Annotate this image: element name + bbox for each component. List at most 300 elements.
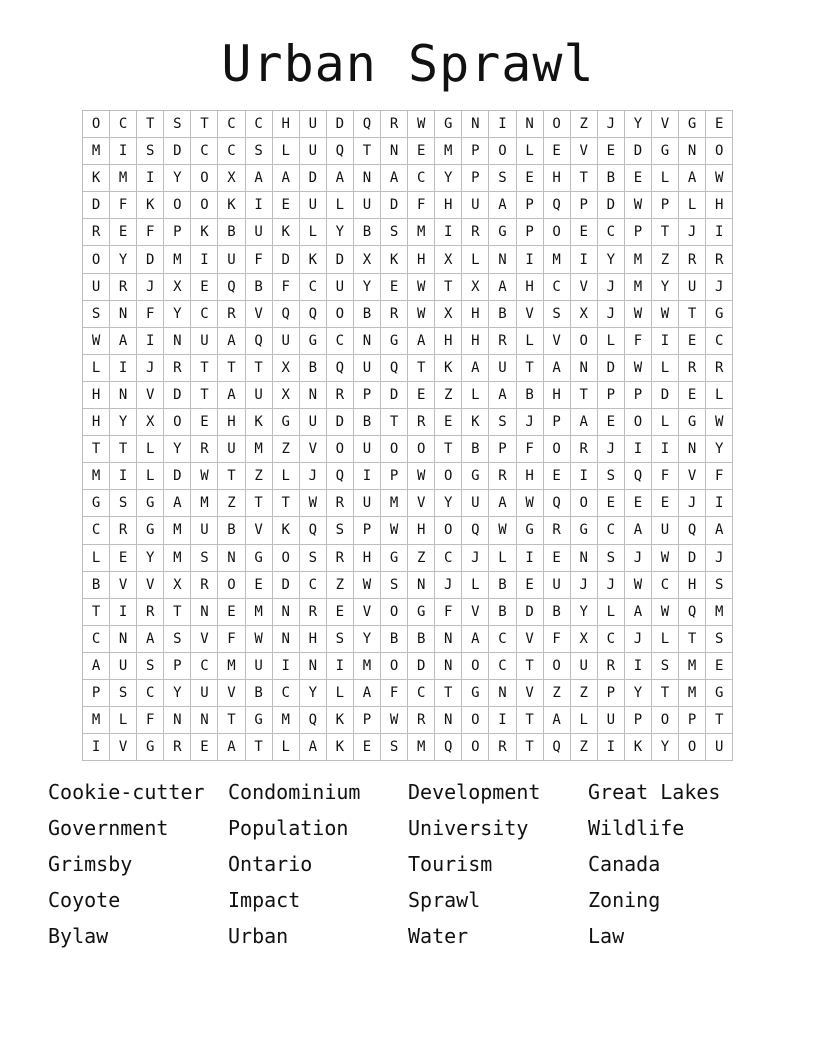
grid-cell: N [353,327,380,354]
grid-cell: L [272,138,299,165]
grid-cell: K [272,517,299,544]
grid-row [83,707,733,734]
grid-cell: T [191,354,218,381]
grid-cell: B [83,571,110,598]
grid-cell: C [489,652,516,679]
word-list-item: Zoning [588,888,661,912]
grid-cell: D [326,246,353,273]
grid-cell: I [651,436,678,463]
grid-cell: A [489,192,516,219]
grid-cell: Y [164,679,191,706]
grid-cell: L [597,327,624,354]
word-list-item: Grimsby [48,852,133,876]
grid-cell: B [489,571,516,598]
grid-cell: N [164,327,191,354]
grid-cell: T [245,734,272,761]
grid-cell: R [679,354,706,381]
grid-cell: E [706,652,733,679]
grid-cell: J [597,111,624,138]
grid-row [83,598,733,625]
grid-cell: E [570,219,597,246]
grid-cell: A [462,354,489,381]
grid-cell: P [462,138,489,165]
grid-cell: E [326,598,353,625]
grid-cell: V [570,138,597,165]
grid-cell: V [218,679,245,706]
grid-cell: L [651,165,678,192]
grid-cell: S [191,544,218,571]
grid-row [83,436,733,463]
grid-cell: D [381,381,408,408]
grid-cell: X [570,300,597,327]
grid-cell: S [110,679,137,706]
grid-cell: W [624,192,651,219]
grid-cell: D [624,138,651,165]
grid-cell: O [164,192,191,219]
grid-row [83,327,733,354]
grid-cell: F [435,598,462,625]
grid-cell: J [570,571,597,598]
grid-cell: X [462,273,489,300]
grid-cell: S [110,490,137,517]
grid-cell: A [218,381,245,408]
grid-row [83,625,733,652]
grid-cell: U [706,734,733,761]
grid-cell: P [83,679,110,706]
grid-cell: P [462,165,489,192]
grid-cell: M [543,246,570,273]
grid-cell: G [137,490,164,517]
grid-cell: I [570,246,597,273]
grid-cell: O [83,246,110,273]
grid-cell: G [679,111,706,138]
grid-cell: R [191,571,218,598]
grid-cell: M [191,490,218,517]
grid-cell: M [245,436,272,463]
grid-cell: W [706,409,733,436]
grid-cell: F [137,219,164,246]
grid-cell: G [651,138,678,165]
grid-cell: X [435,246,462,273]
grid-cell: Q [543,490,570,517]
grid-cell: J [462,544,489,571]
grid-cell: Y [164,165,191,192]
grid-cell: W [706,165,733,192]
grid-cell: M [164,544,191,571]
grid-cell: J [597,571,624,598]
grid-cell: D [137,246,164,273]
grid-cell: N [299,652,326,679]
grid-cell: I [597,734,624,761]
grid-cell: U [110,652,137,679]
grid-cell: A [272,165,299,192]
grid-cell: H [543,381,570,408]
grid-cell: Q [543,734,570,761]
grid-cell: U [489,354,516,381]
grid-cell: T [164,598,191,625]
grid-cell: E [624,490,651,517]
grid-cell: R [164,734,191,761]
grid-cell: T [651,679,678,706]
grid-cell: P [624,219,651,246]
grid-cell: M [83,138,110,165]
grid-cell: R [543,517,570,544]
grid-cell: F [624,327,651,354]
grid-cell: L [137,463,164,490]
grid-cell: H [408,246,435,273]
grid-cell: K [83,165,110,192]
grid-cell: I [489,707,516,734]
grid-cell: E [408,138,435,165]
grid-cell: R [218,300,245,327]
grid-cell: R [489,327,516,354]
grid-cell: C [218,111,245,138]
grid-cell: E [597,409,624,436]
grid-cell: M [83,463,110,490]
grid-cell: J [624,625,651,652]
grid-cell: T [218,463,245,490]
grid-cell: L [597,598,624,625]
grid-cell: E [381,273,408,300]
grid-cell: W [624,300,651,327]
grid-cell: W [381,517,408,544]
grid-cell: R [489,463,516,490]
grid-cell: F [706,463,733,490]
grid-cell: M [706,598,733,625]
grid-cell: E [679,327,706,354]
grid-cell: N [462,111,489,138]
grid-cell: I [435,219,462,246]
grid-cell: N [110,300,137,327]
grid-cell: R [570,436,597,463]
grid-cell: V [543,327,570,354]
grid-cell: Y [110,409,137,436]
grid-cell: W [299,490,326,517]
grid-cell: O [570,490,597,517]
grid-cell: O [462,707,489,734]
grid-cell: K [462,409,489,436]
grid-cell: T [679,625,706,652]
grid-cell: A [381,165,408,192]
grid-cell: Q [299,517,326,544]
grid-cell: S [137,652,164,679]
grid-cell: Z [272,436,299,463]
grid-cell: U [218,436,245,463]
word-list-item: Population [228,816,349,840]
grid-cell: V [191,625,218,652]
grid-cell: A [624,517,651,544]
grid-cell: C [543,273,570,300]
grid-cell: A [164,490,191,517]
grid-cell: K [272,219,299,246]
grid-cell: W [191,463,218,490]
grid-cell: V [110,571,137,598]
word-list-item: Water [408,924,469,948]
grid-cell: U [191,517,218,544]
grid-cell: Y [624,679,651,706]
grid-cell: X [164,273,191,300]
grid-cell: L [651,354,678,381]
grid-cell: J [679,490,706,517]
grid-cell: F [381,679,408,706]
grid-cell: I [624,436,651,463]
grid-cell: V [651,111,678,138]
grid-cell: G [299,327,326,354]
grid-cell: K [299,246,326,273]
grid-cell: T [245,354,272,381]
grid-cell: V [570,273,597,300]
grid-cell: O [462,734,489,761]
grid-row [83,111,733,138]
grid-cell: I [326,652,353,679]
grid-cell: Y [164,436,191,463]
grid-cell: C [191,652,218,679]
grid-cell: R [299,598,326,625]
grid-cell: V [137,571,164,598]
grid-cell: P [164,219,191,246]
grid-cell: O [435,463,462,490]
grid-cell: U [353,192,380,219]
grid-cell: Q [435,734,462,761]
grid-cell: S [164,625,191,652]
word-list [48,778,788,958]
grid-cell: A [245,165,272,192]
grid-cell: G [245,544,272,571]
grid-cell: J [516,409,543,436]
grid-cell: V [462,598,489,625]
grid-row [83,219,733,246]
grid-cell: O [543,219,570,246]
grid-cell: T [706,707,733,734]
grid-cell: E [679,381,706,408]
grid-cell: G [137,734,164,761]
grid-cell: S [489,165,516,192]
grid-cell: U [299,409,326,436]
grid-cell: N [679,138,706,165]
grid-cell: Y [651,734,678,761]
grid-cell: P [543,409,570,436]
grid-row [83,571,733,598]
grid-cell: X [164,571,191,598]
word-list-item: Ontario [228,852,313,876]
grid-cell: A [489,490,516,517]
grid-cell: J [137,354,164,381]
grid-cell: R [110,517,137,544]
grid-cell: W [353,571,380,598]
grid-cell: V [137,381,164,408]
grid-cell: J [597,436,624,463]
grid-cell: U [462,490,489,517]
word-search-grid [82,110,733,761]
grid-cell: V [245,300,272,327]
grid-cell: B [299,354,326,381]
grid-cell: D [83,192,110,219]
grid-cell: U [679,273,706,300]
grid-cell: A [489,381,516,408]
grid-cell: S [543,300,570,327]
grid-cell: Q [218,273,245,300]
grid-cell: P [624,707,651,734]
grid-cell: R [326,381,353,408]
grid-cell: C [191,300,218,327]
word-list-item: Wildlife [588,816,685,840]
grid-cell: T [408,354,435,381]
grid-cell: U [597,707,624,734]
grid-cell: E [516,571,543,598]
grid-cell: H [462,300,489,327]
grid-cell: V [516,625,543,652]
grid-cell: N [191,707,218,734]
grid-cell: D [164,463,191,490]
grid-cell: U [191,679,218,706]
grid-cell: J [435,571,462,598]
grid-cell: L [651,625,678,652]
grid-cell: D [164,381,191,408]
grid-cell: J [706,544,733,571]
grid-cell: Y [110,246,137,273]
grid-cell: J [597,273,624,300]
grid-cell: P [679,707,706,734]
grid-cell: F [218,625,245,652]
grid-cell: O [489,138,516,165]
grid-cell: Q [679,598,706,625]
grid-cell: R [83,219,110,246]
grid-cell: P [516,192,543,219]
grid-cell: I [110,598,137,625]
grid-cell: A [110,327,137,354]
grid-cell: B [218,219,245,246]
grid-cell: Y [353,273,380,300]
grid-cell: R [381,300,408,327]
grid-cell: B [218,517,245,544]
grid-cell: U [272,327,299,354]
grid-cell: J [299,463,326,490]
grid-cell: O [191,165,218,192]
grid-cell: F [137,707,164,734]
grid-cell: N [435,652,462,679]
grid-cell: T [381,409,408,436]
grid-cell: H [543,165,570,192]
grid-cell: F [137,300,164,327]
grid-cell: F [516,436,543,463]
grid-cell: I [245,192,272,219]
grid-cell: R [679,246,706,273]
grid-cell: U [245,381,272,408]
grid-cell: G [706,300,733,327]
grid-cell: R [462,219,489,246]
grid-cell: I [110,138,137,165]
grid-cell: U [218,246,245,273]
grid-cell: R [164,354,191,381]
grid-cell: S [381,571,408,598]
grid-cell: D [272,246,299,273]
grid-cell: L [272,463,299,490]
grid-row [83,734,733,761]
grid-cell: C [435,544,462,571]
grid-row [83,381,733,408]
grid-cell: X [218,165,245,192]
grid-cell: G [435,111,462,138]
grid-cell: H [462,327,489,354]
word-list-item: Development [408,780,541,804]
grid-cell: M [245,598,272,625]
grid-cell: Y [624,111,651,138]
grid-cell: I [570,463,597,490]
grid-cell: C [597,517,624,544]
grid-cell: M [435,138,462,165]
grid-cell: P [489,436,516,463]
grid-cell: U [326,273,353,300]
grid-cell: R [408,707,435,734]
grid-cell: L [272,734,299,761]
grid-cell: A [218,327,245,354]
grid-row [83,409,733,436]
grid-cell: L [299,219,326,246]
grid-cell: P [381,463,408,490]
grid-cell: J [624,544,651,571]
grid-cell: T [516,734,543,761]
grid-cell: C [299,273,326,300]
grid-cell: A [137,625,164,652]
grid-cell: W [245,625,272,652]
grid-cell: H [272,111,299,138]
grid-cell: C [408,165,435,192]
grid-cell: X [353,246,380,273]
grid-cell: E [597,138,624,165]
grid-cell: L [462,381,489,408]
grid-cell: U [543,571,570,598]
grid-cell: D [408,652,435,679]
grid-cell: U [245,219,272,246]
grid-cell: G [245,707,272,734]
grid-cell: E [110,544,137,571]
grid-cell: K [218,192,245,219]
grid-cell: T [516,707,543,734]
grid-cell: Z [408,544,435,571]
grid-cell: B [245,273,272,300]
grid-cell: L [570,707,597,734]
grid-cell: L [516,327,543,354]
grid-cell: Y [353,625,380,652]
word-list-item: Impact [228,888,301,912]
grid-cell: O [381,436,408,463]
grid-cell: J [597,300,624,327]
grid-cell: P [651,192,678,219]
grid-cell: A [326,165,353,192]
word-list-item: University [408,816,529,840]
grid-cell: D [679,544,706,571]
grid-cell: T [570,381,597,408]
grid-cell: O [164,409,191,436]
grid-cell: G [83,490,110,517]
grid-cell: T [272,490,299,517]
grid-cell: O [543,652,570,679]
grid-cell: B [245,679,272,706]
grid-cell: H [516,463,543,490]
grid-cell: N [299,381,326,408]
grid-cell: N [164,707,191,734]
grid-cell: G [462,463,489,490]
grid-cell: E [353,734,380,761]
grid-cell: Q [679,517,706,544]
grid-cell: R [489,734,516,761]
grid-cell: Q [381,354,408,381]
grid-cell: T [679,300,706,327]
grid-cell: B [489,598,516,625]
grid-cell: C [83,517,110,544]
grid-cell: B [462,436,489,463]
grid-cell: M [679,679,706,706]
